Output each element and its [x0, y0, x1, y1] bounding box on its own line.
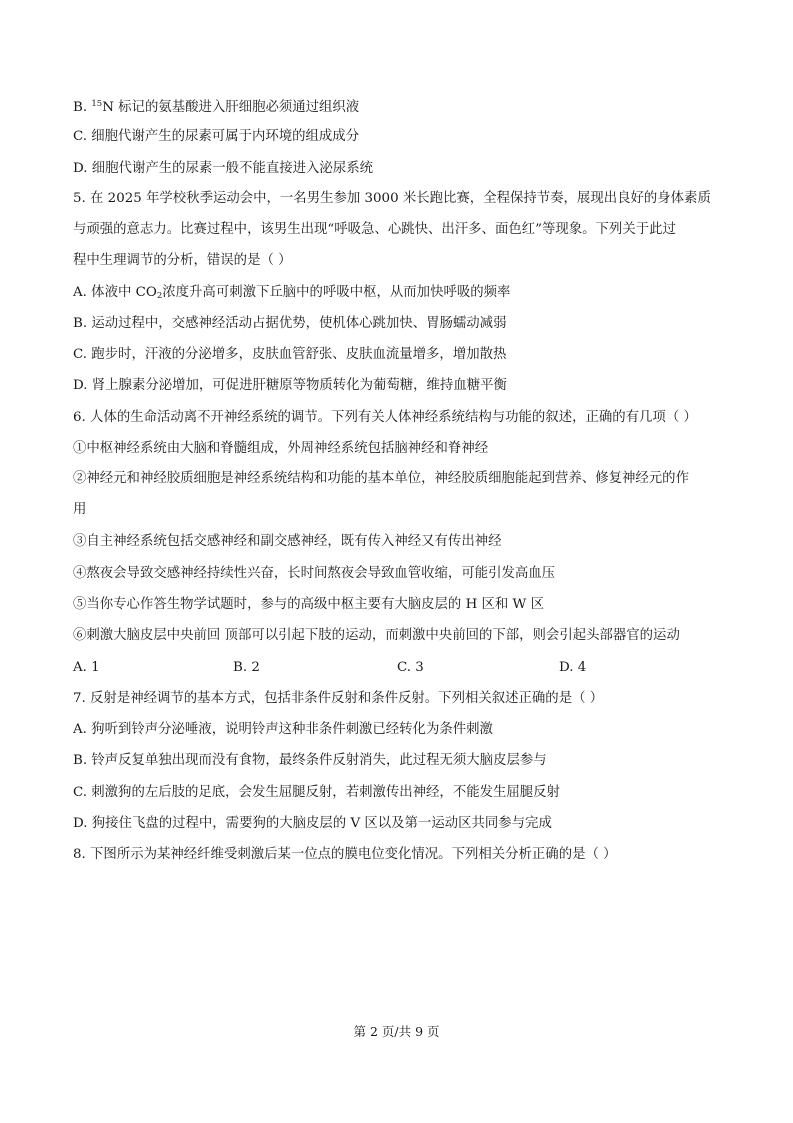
q6-option-a: A. 1: [73, 660, 100, 675]
q7-option-a: A. 狗听到铃声分泌唾液，说明铃声这种非条件刺激已经转化为条件刺激: [73, 722, 493, 737]
q6-option-d: D. 4: [559, 660, 587, 675]
q4-option-c: C. 细胞代谢产生的尿素可属于内环境的组成成分: [73, 129, 360, 144]
q5-option-a: A. 体液中 $CO_2$浓度升高可刺激下丘脑中的呼吸中枢，从而加快呼吸的频率: [73, 285, 511, 301]
q5-stem-line-2: 与顽强的意志力。比赛过程中，该男生出现“呼吸急、心跳快、出汗多、面色红”等现象。下列关于此过: [73, 222, 676, 237]
q6-stem: 6. 人体的生命活动离不开神经系统的调节。下列有关人体神经系统结构与功能的叙述，正确的有几项（ ）: [73, 410, 697, 425]
q7-option-c: C. 刺激狗的左后肢的足底，会发生屈腿反射，若刺激传出神经，不能发生屈腿反射: [73, 785, 560, 800]
q6-option-c: C. 3: [397, 660, 424, 675]
q5-stem-line-1: 5. 在 2025 年学校秋季运动会中，一名男生参加 3000 米长跑比赛，全程保持节奏，展现出良好的身体素质: [73, 191, 711, 206]
q6-item-2-line-1: ②神经元和神经胶质细胞是神经系统结构和功能的基本单位，神经胶质细胞能起到营养、修复神经元的作: [73, 471, 689, 486]
q5-option-b: B. 运动过程中，交感神经活动占据优势，使机体心跳加快、胃肠蠕动减弱: [73, 316, 507, 331]
q6-item-3: ③自主神经系统包括交感神经和副交感神经，既有传入神经又有传出神经: [73, 534, 502, 549]
q4-option-d: D. 细胞代谢产生的尿素一般不能直接进入泌尿系统: [73, 161, 373, 176]
q6-item-5: ⑤当你专心作答生物学试题时，参与的高级中枢主要有大脑皮层的 H 区和 W 区: [73, 597, 544, 612]
q6-item-6: ⑥刺激大脑皮层中央前回 顶部可以引起下肢的运动，而刺激中央前回的下部，则会引起头部器官的运动: [73, 628, 680, 643]
q6-option-b: B. 2: [233, 660, 260, 675]
q5-option-d: D. 肾上腺素分泌增加，可促进肝糖原等物质转化为葡萄糖，维持血糖平衡: [73, 378, 507, 393]
q6-options-row: [73, 659, 713, 677]
q5-stem-line-3: 程中生理调节的分析，错误的是（ ）: [73, 253, 292, 268]
q4-option-b: B. $^{15}$N 标记的氨基酸进入肝细胞必须通过组织液: [73, 99, 360, 115]
q6-item-4: ④熬夜会导致交感神经持续性兴奋，长时间熬夜会导致血管收缩，可能引发高血压: [73, 566, 556, 581]
q6-item-2-line-2: 用: [73, 502, 87, 517]
q7-option-b: B. 铃声反复单独出现而没有食物，最终条件反射消失，此过程无须大脑皮层参与: [73, 753, 547, 768]
q6-item-1: ①中枢神经系统由大脑和脊髓组成，外周神经系统包括脑神经和脊神经: [73, 441, 489, 456]
q8-stem: 8. 下图所示为某神经纤维受刺激后某一位点的膜电位变化情况。下列相关分析正确的是（ ）: [73, 847, 617, 862]
q7-stem: 7. 反射是神经调节的基本方式，包括非条件反射和条件反射。下列相关叙述正确的是（ ）: [73, 691, 604, 706]
q5-option-c: C. 跑步时，汗液的分泌增多，皮肤血管舒张、皮肤血流量增多，增加散热: [73, 347, 507, 362]
page-footer: 第 2 页/共 9 页: [353, 1024, 440, 1039]
q7-option-d: D. 狗接住飞盘的过程中，需要狗的大脑皮层的 V 区以及第一运动区共同参与完成: [73, 816, 552, 831]
